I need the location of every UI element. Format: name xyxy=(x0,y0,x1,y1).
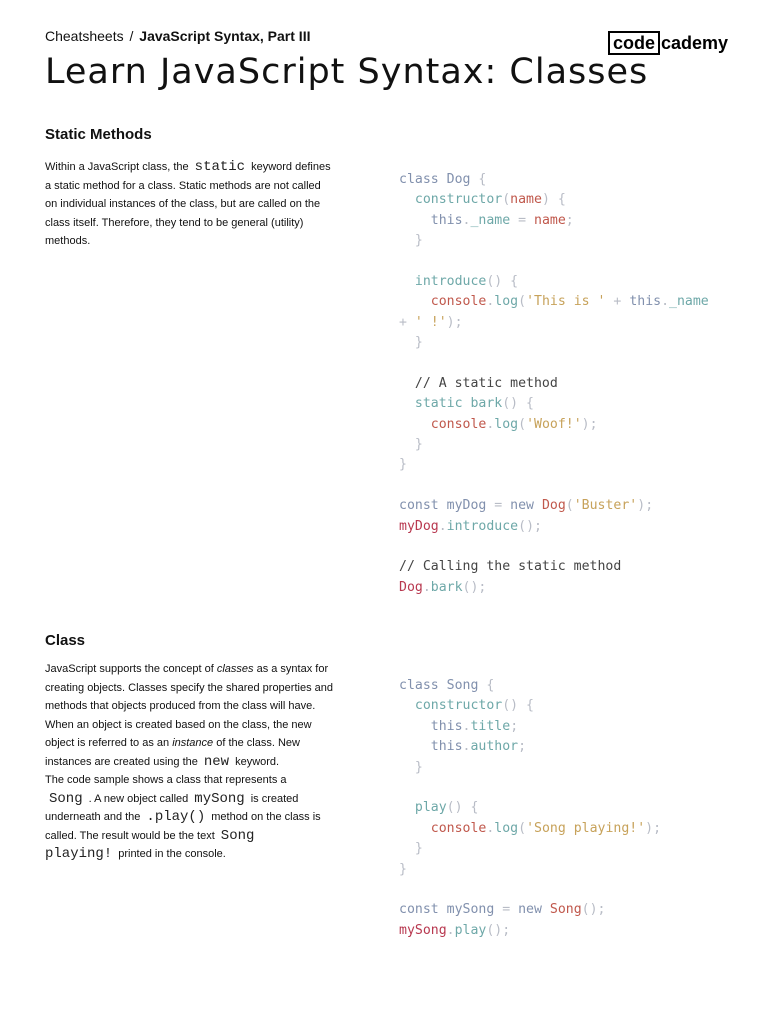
code-line xyxy=(399,819,661,839)
code-line xyxy=(399,839,661,859)
code-token: this xyxy=(399,212,463,228)
code-token: = xyxy=(502,902,519,918)
code-token: 'This is ' xyxy=(526,294,606,310)
code-line xyxy=(399,517,709,537)
code-token: play xyxy=(399,800,447,816)
code-line xyxy=(399,252,709,272)
code-line xyxy=(399,676,661,696)
code-token: } xyxy=(399,335,423,351)
inline-code-mysong: mySong xyxy=(194,790,245,807)
code-token: } xyxy=(399,437,423,453)
code-token: bark xyxy=(430,579,463,595)
code-line xyxy=(399,394,709,414)
code-line xyxy=(399,496,709,516)
code-line xyxy=(399,272,709,292)
code-token: (); xyxy=(462,579,487,595)
code-token: } xyxy=(399,841,423,857)
code-token: constructor xyxy=(399,192,503,208)
code-token: ); xyxy=(581,416,598,432)
code-token: ; xyxy=(565,212,574,228)
code-token: _name xyxy=(470,212,511,228)
code-token: { xyxy=(478,172,487,187)
code-token: // Calling the static method xyxy=(399,559,622,575)
code-line xyxy=(399,231,709,251)
code-line xyxy=(399,737,661,757)
code-line xyxy=(399,717,661,737)
code-line xyxy=(399,696,661,716)
code-token: (); xyxy=(486,922,511,938)
code-token: + xyxy=(605,294,630,310)
code-token: this xyxy=(629,294,662,310)
code-line xyxy=(399,557,709,577)
code-token: . xyxy=(446,922,455,938)
code-line xyxy=(399,860,661,880)
class-paragraph-2 xyxy=(45,716,335,772)
logo-box-text: code xyxy=(608,31,660,55)
code-token: 'Woof!' xyxy=(526,416,582,432)
code-line xyxy=(399,880,661,900)
code-token: ' !' xyxy=(414,314,447,330)
code-token: . xyxy=(486,416,495,432)
code-token: (); xyxy=(581,902,606,918)
code-token: introduce xyxy=(446,518,519,534)
code-token: new xyxy=(510,498,542,514)
static-methods-paragraph xyxy=(45,158,335,251)
code-token: author xyxy=(470,739,519,755)
code-token: + xyxy=(399,314,415,330)
inline-code-new: new xyxy=(203,753,230,770)
code-token: class Dog xyxy=(399,172,479,187)
code-token: ( xyxy=(502,192,511,208)
text-span: of the class. New instances are created using the xyxy=(45,737,300,768)
code-token: ); xyxy=(637,498,654,514)
code-token: . xyxy=(422,579,431,595)
inline-code-song: Song xyxy=(49,790,83,807)
code-line xyxy=(399,758,661,778)
code-block-static-methods xyxy=(399,170,709,598)
code-token: log xyxy=(494,294,519,310)
code-token: introduce xyxy=(399,273,487,289)
breadcrumb-separator: / xyxy=(129,28,134,44)
code-token: . xyxy=(486,294,495,310)
code-line xyxy=(399,292,709,312)
inline-code-static: static xyxy=(194,159,246,175)
code-token: this xyxy=(399,718,463,734)
code-token: ( xyxy=(518,416,527,432)
code-token: . xyxy=(462,739,471,755)
code-line xyxy=(399,435,709,455)
code-line xyxy=(399,170,709,190)
inline-code-play: .play() xyxy=(146,809,206,825)
text-span: is created underneath and the xyxy=(45,792,299,823)
code-token: ( xyxy=(518,820,527,836)
code-token: () { xyxy=(502,396,534,412)
code-line xyxy=(399,415,709,435)
code-line xyxy=(399,190,709,210)
code-token: Dog xyxy=(541,498,566,514)
section-heading-static-methods: Static Methods xyxy=(45,126,152,143)
text-span: keyword. xyxy=(235,755,280,768)
code-token: console xyxy=(399,294,487,310)
code-token: const myDog xyxy=(399,498,495,514)
code-token: console xyxy=(399,820,487,836)
text-span: printed in the console. xyxy=(118,848,226,860)
logo-rest-text: cademy xyxy=(661,33,729,53)
code-token: () { xyxy=(446,800,479,816)
code-token: 'Song playing!' xyxy=(526,820,646,836)
code-token: { xyxy=(486,678,495,693)
section-heading-class: Class xyxy=(45,632,86,649)
code-line xyxy=(399,476,709,496)
code-token: ); xyxy=(446,314,463,330)
code-token: console xyxy=(399,416,487,432)
code-token: . xyxy=(462,718,471,734)
code-line xyxy=(399,374,709,394)
code-token: log xyxy=(494,416,519,432)
code-token: myDog xyxy=(399,518,439,534)
code-token: = xyxy=(510,212,535,228)
text-span: JavaScript supports the concept of xyxy=(45,663,214,675)
code-line xyxy=(399,211,709,231)
code-token: ) { xyxy=(541,192,566,208)
text-span: The code sample shows a class that represents a xyxy=(45,774,287,786)
code-token: () { xyxy=(502,698,534,714)
code-line xyxy=(399,921,661,941)
code-token: . xyxy=(661,294,670,310)
code-token: 'Buster' xyxy=(573,498,638,514)
code-token: ; xyxy=(510,718,519,734)
code-token: // A static method xyxy=(399,375,558,391)
text-span: Within a JavaScript class, the xyxy=(45,161,189,173)
code-token: this xyxy=(399,739,463,755)
code-token: _name xyxy=(669,294,709,310)
code-token: ); xyxy=(645,820,662,836)
code-token: title xyxy=(470,718,511,734)
breadcrumb xyxy=(45,28,310,44)
class-description xyxy=(45,660,335,864)
code-token: play xyxy=(454,922,487,938)
code-token: . xyxy=(486,820,495,836)
inline-code-song-playing: Song playing! xyxy=(45,827,255,862)
code-token: } xyxy=(399,861,407,877)
code-token: name xyxy=(534,212,566,228)
code-token: Dog xyxy=(399,579,423,595)
text-span: When an object is created based on the class, the new object is referred to as an xyxy=(45,718,312,749)
code-token: . xyxy=(462,212,471,228)
static-methods-description xyxy=(45,158,335,251)
code-token: static bark xyxy=(399,396,503,412)
page-title: Learn JavaScript Syntax: Classes xyxy=(45,52,649,92)
code-token: const mySong xyxy=(399,902,503,918)
code-token: = xyxy=(494,498,511,514)
code-line xyxy=(399,798,661,818)
code-line xyxy=(399,354,709,374)
code-line xyxy=(399,537,709,557)
code-token: } xyxy=(399,457,407,473)
breadcrumb-current: JavaScript Syntax, Part III xyxy=(139,28,311,44)
code-token: () { xyxy=(486,273,519,289)
code-token: Song xyxy=(549,902,582,918)
code-token: class Song xyxy=(399,678,487,693)
emphasis-classes: classes xyxy=(216,663,254,675)
code-token: constructor xyxy=(399,698,503,714)
text-span: . A new object called xyxy=(88,792,189,805)
code-line xyxy=(399,313,709,333)
code-line xyxy=(399,455,709,475)
code-line xyxy=(399,333,709,353)
code-token: mySong xyxy=(399,922,447,938)
text-span: as a syntax for creating objects. Classes specify the shared properties and methods that objects produced from the class will have. xyxy=(45,663,333,712)
code-token: } xyxy=(399,759,423,775)
code-token: log xyxy=(494,820,519,836)
code-line xyxy=(399,578,709,598)
code-token: . xyxy=(438,518,447,534)
code-token: (); xyxy=(518,518,542,534)
code-token: name xyxy=(510,192,542,208)
text-span: keyword defines a static method for a class. Static methods are not called on individual instances of the class, but are called on the class itself. Therefore, they tend to be general (utility) methods. xyxy=(45,161,331,247)
code-token: ( xyxy=(565,498,574,514)
breadcrumb-root-link[interactable]: Cheatsheets xyxy=(45,28,124,44)
code-token: ; xyxy=(518,739,527,755)
code-token: ( xyxy=(518,294,527,310)
code-block-class xyxy=(399,676,661,941)
code-line xyxy=(399,900,661,920)
code-token: new xyxy=(518,902,550,918)
text-span: method on the class is called. The result would be the text xyxy=(45,811,321,842)
class-paragraph-3 xyxy=(45,771,335,864)
class-paragraph-1 xyxy=(45,660,335,716)
emphasis-instance: instance xyxy=(172,737,214,749)
code-token: } xyxy=(399,233,423,249)
code-line xyxy=(399,778,661,798)
